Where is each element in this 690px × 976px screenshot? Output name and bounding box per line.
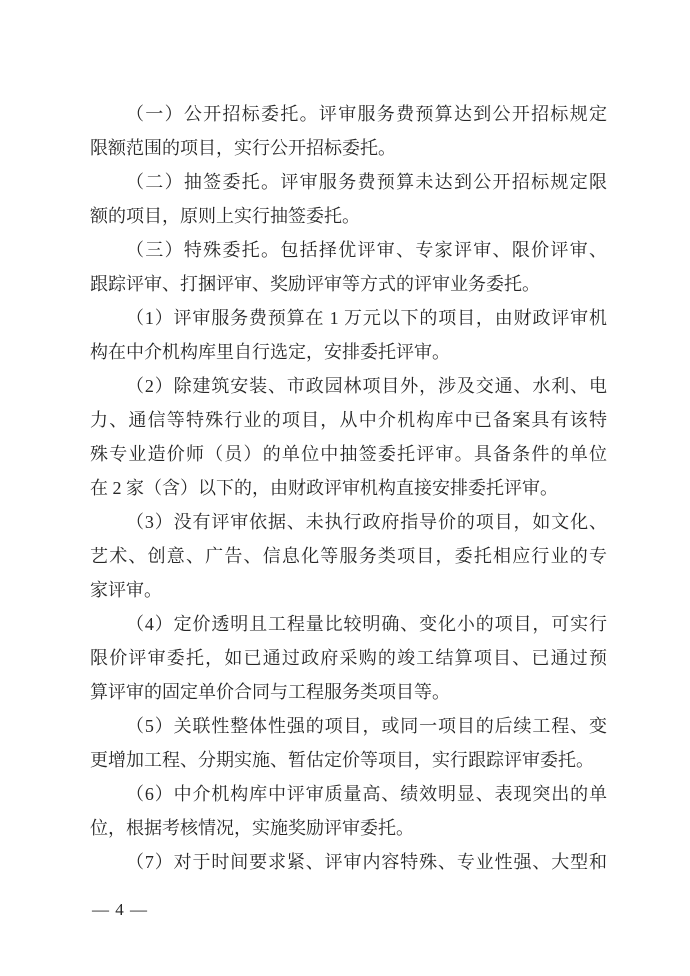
text-line: 艺术、创意、广告、信息化等服务类项目，委托相应行业的专 xyxy=(90,546,607,566)
text-line: （三）特殊委托。包括择优评审、专家评审、限价评审、 xyxy=(126,240,607,260)
text-line: （3）没有评审依据、未执行政府指导价的项目，如文化、 xyxy=(126,512,607,532)
text-line: （4）定价透明且工程量比较明确、变化小的项目，可实行 xyxy=(126,614,607,634)
document-text-block xyxy=(90,97,607,879)
text-line: （1）评审服务费预算在 1 万元以下的项目，由财政评审机 xyxy=(126,308,607,328)
text-line: 跟踪评审、打捆评审、奖励评审等方式的评审业务委托。 xyxy=(90,274,540,294)
text-line: 构在中介机构库里自行选定，安排委托评审。 xyxy=(90,342,450,362)
text-line: 限价评审委托，如已通过政府采购的竣工结算项目、已通过预 xyxy=(90,648,607,668)
text-line: 力、通信等特殊行业的项目，从中介机构库中已备案具有该特 xyxy=(90,410,607,430)
text-line: （6）中介机构库中评审质量高、绩效明显、表现突出的单 xyxy=(126,784,607,804)
text-line: （2）除建筑安装、市政园林项目外，涉及交通、水利、电 xyxy=(126,376,607,396)
text-line: （5）关联性整体性强的项目，或同一项目的后续工程、变 xyxy=(126,716,607,736)
text-line: 限额范围的项目，实行公开招标委托。 xyxy=(90,138,396,158)
text-line: 算评审的固定单价合同与工程服务类项目等。 xyxy=(90,682,450,702)
text-line: 殊专业造价师（员）的单位中抽签委托评审。具备条件的单位 xyxy=(90,444,607,464)
text-line: 额的项目，原则上实行抽签委托。 xyxy=(90,206,360,226)
text-line: （一）公开招标委托。评审服务费预算达到公开招标规定 xyxy=(126,104,607,124)
page-number: — 4 — xyxy=(92,900,148,919)
text-line: 位，根据考核情况，实施奖励评审委托。 xyxy=(90,818,414,838)
text-line: 在 2 家（含）以下的，由财政评审机构直接安排委托评审。 xyxy=(90,478,558,498)
text-line: （7）对于时间要求紧、评审内容特殊、专业性强、大型和 xyxy=(126,852,607,872)
text-line: 更增加工程、分期实施、暂估定价等项目，实行跟踪评审委托。 xyxy=(90,750,594,770)
text-line: （二）抽签委托。评审服务费预算未达到公开招标规定限 xyxy=(126,172,607,192)
text-line: 家评审。 xyxy=(90,580,162,600)
